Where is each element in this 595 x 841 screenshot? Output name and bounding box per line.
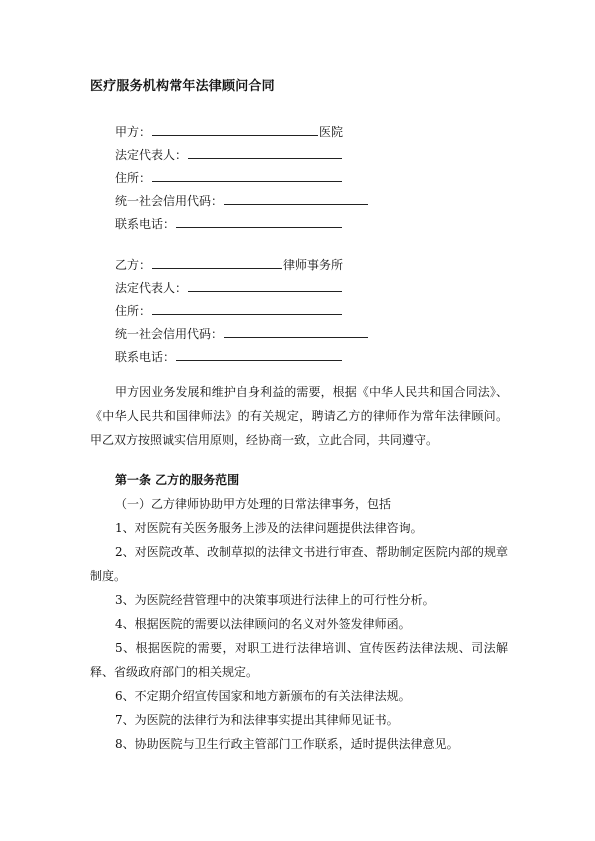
party-b-name-field xyxy=(115,253,495,276)
party-a-name-blank[interactable] xyxy=(152,120,318,136)
party-b-credit-code-label: 统一社会信用代码： xyxy=(115,327,224,341)
party-b-label: 乙方： xyxy=(115,258,152,272)
section-1-item-1: 1、对医院有关医务服务上涉及的法律问题提供法律咨询。 xyxy=(115,521,423,535)
party-a-block xyxy=(115,120,495,235)
section-1-items xyxy=(90,492,508,756)
party-b-address-blank[interactable] xyxy=(152,299,342,315)
party-a-address-field xyxy=(115,166,495,189)
party-b-name-blank[interactable] xyxy=(152,253,282,269)
party-b-address-field xyxy=(115,299,495,322)
party-b-phone-blank[interactable] xyxy=(176,345,342,361)
section-1-item-6: 6、不定期介绍宣传国家和地方新颁布的有关法律法规。 xyxy=(115,689,411,703)
party-b-credit-code-field xyxy=(115,322,495,345)
party-b-suffix: 律师事务所 xyxy=(283,258,344,272)
section-1-item-5: 5、根据医院的需要，对职工进行法律培训、宣传医药法律法规、司法解释、省级政府部门的相关规定。 xyxy=(90,641,508,679)
party-b-address-label: 住所： xyxy=(115,304,152,318)
party-b-block xyxy=(115,253,495,368)
party-a-legal-rep-field xyxy=(115,143,495,166)
party-a-address-label: 住所： xyxy=(115,171,152,185)
party-a-address-blank[interactable] xyxy=(152,166,342,182)
section-1-item-3: 3、为医院经营管理中的决策事项进行法律上的可行性分析。 xyxy=(115,593,435,607)
party-b-phone-field xyxy=(115,345,495,368)
section-1-item-8: 8、协助医院与卫生行政主管部门工作联系，适时提供法律意见。 xyxy=(115,737,459,751)
party-a-credit-code-label: 统一社会信用代码： xyxy=(115,194,224,208)
party-a-phone-label: 联系电话： xyxy=(115,217,176,231)
party-a-phone-blank[interactable] xyxy=(176,212,342,228)
party-b-legal-rep-blank[interactable] xyxy=(188,276,342,292)
party-a-label: 甲方： xyxy=(115,125,152,139)
party-a-legal-rep-blank[interactable] xyxy=(188,143,342,159)
party-a-credit-code-field xyxy=(115,189,495,212)
party-b-phone-label: 联系电话： xyxy=(115,350,176,364)
preamble-paragraph: 甲方因业务发展和维护自身利益的需要，根据《中华人民共和国合同法》、《中华人民共和国律师法》的有关规定，聘请乙方的律师作为常年法律顾问。甲乙双方按照诚实信用原则，经协商一致，立此合同，共同遵守。 xyxy=(90,385,508,447)
party-a-credit-code-blank[interactable] xyxy=(224,189,368,205)
section-1-item-intro: （一）乙方律师协助甲方处理的日常法律事务，包括 xyxy=(115,497,392,511)
party-a-legal-rep-label: 法定代表人： xyxy=(115,148,188,162)
party-b-credit-code-blank[interactable] xyxy=(224,322,368,338)
section-1-item-7: 7、为医院的法律行为和法律事实提出其律师见证书。 xyxy=(115,713,399,727)
contract-title: 医疗服务机构常年法律顾问合同 xyxy=(90,79,275,94)
party-a-suffix: 医院 xyxy=(319,125,344,139)
section-1-item-4: 4、根据医院的需要以法律顾问的名义对外签发律师函。 xyxy=(115,617,411,631)
party-b-legal-rep-label: 法定代表人： xyxy=(115,281,188,295)
party-a-phone-field xyxy=(115,212,495,235)
section-1-heading: 第一条 乙方的服务范围 xyxy=(115,473,240,487)
section-1-item-2: 2、对医院改革、改制草拟的法律文书进行审查、帮助制定医院内部的规章制度。 xyxy=(90,545,508,583)
party-a-name-field xyxy=(115,120,495,143)
party-b-legal-rep-field xyxy=(115,276,495,299)
